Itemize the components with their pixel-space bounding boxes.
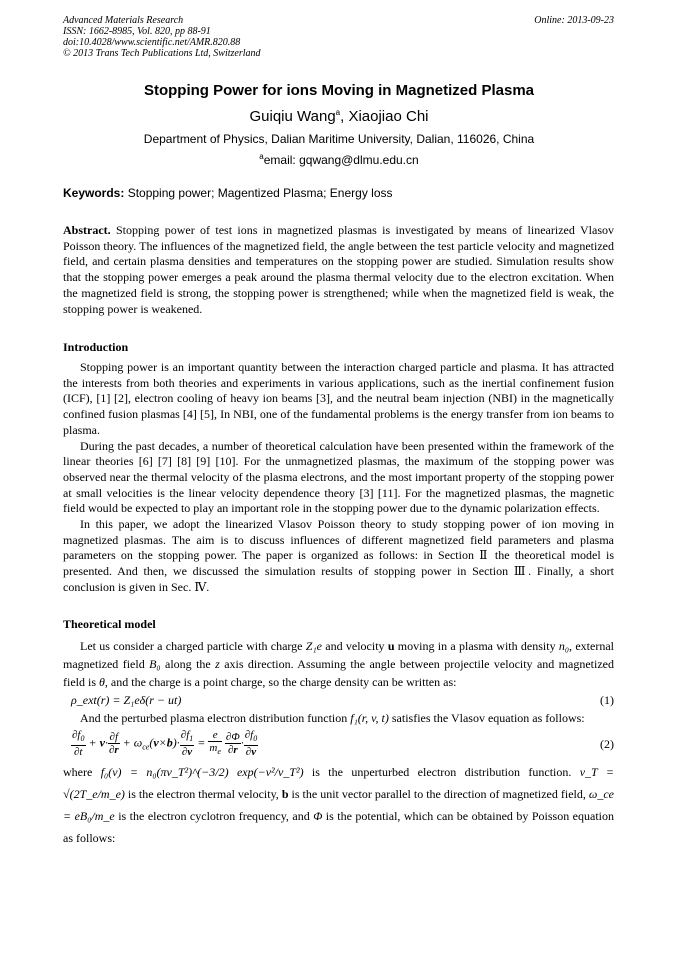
theory-paragraph-2: And the perturbed plasma electron distribution function f₁(r, v, t) satisfies the Vlasov equation as follows: <box>80 711 585 725</box>
equation-2-number: (2) <box>600 736 614 751</box>
intro-paragraph-2: During the past decades, a number of theoretical calculation have been presented within the framework of the linear theories [6] [7] [8] [9] [10]. For the unmagnetized plasmas, the maximum of the stopping power was observed near the thermal velocity of the plasma electrons, and the most important property of the stopping power at small velocities is the linear velocity dependence theory [3] [11]. For the magnetized plasmas, the magnetic field would be expected to play an important role in the stopping power due to the dynamic polarization effects. <box>63 438 614 516</box>
doi: doi:10.4028/www.scientific.net/AMR.820.88 <box>63 37 241 48</box>
title-block <box>0 80 678 169</box>
abstract <box>63 223 614 317</box>
author-first: Guiqiu Wang <box>249 108 336 125</box>
unperturbed-distribution: f₀(v) = n₀(πv_T²)^(−3/2) exp(−v²/v_T²) <box>100 764 304 779</box>
keywords-label: Keywords: <box>63 186 125 200</box>
email-line <box>0 148 678 169</box>
keywords <box>63 186 614 200</box>
cyclotron-frequency: ω_ce = eB₀/m_e <box>63 786 614 823</box>
angle-symbol: θ <box>99 675 105 689</box>
journal-header <box>63 15 261 59</box>
author-rest: , Xiaojiao Chi <box>340 108 429 125</box>
intro-paragraph-1: Stopping power is an important quantity between the interaction charged particle and plasma. It has attracted the interests from both theories and experiments in various applications, such as the inertial confinement fusion (ICF), [1] [2], electron cooling of heavy ion beams [3], and the neutral beam injection (NBI) in the magnetically confined fusion plasmas [4] [5], In NBI, one of the fundamental problems is the energy transfer from ion beams to plasma. <box>63 360 614 437</box>
axis-symbol: z <box>215 657 220 671</box>
theory-body <box>63 637 614 849</box>
thermal-velocity: v_T = √(2T_e/m_e) <box>63 764 614 801</box>
equation-2 <box>63 727 614 761</box>
keywords-text: Stopping power; Magentized Plasma; Energy loss <box>124 186 393 200</box>
equation-1-number: (1) <box>600 693 614 707</box>
equation-1-formula: ρ_ext(r) = Z₁eδ(r − ut) <box>71 693 182 707</box>
online-date: Online: 2013-09-23 <box>534 15 614 26</box>
journal-name: Advanced Materials Research <box>63 15 184 26</box>
intro-paragraph-3: In this paper, we adopt the linearized Vlasov Poisson theory to study stopping power of ion moving in magnetized plasmas. The aim is to discuss influences of different magnetized field parameters and plasma parameters on the stopping power. The paper is organized as follows: in Section Ⅱ the theoretical model is presented. And then, we discussed the simulation results of stopping power in Section Ⅲ. Finally, a short conclusion is given in Sec. Ⅳ. <box>63 517 614 594</box>
unit-vector: b <box>281 786 289 801</box>
field-symbol: B₀ <box>149 657 161 671</box>
introduction-heading: Introduction <box>63 340 129 354</box>
theory-paragraph-3: where f₀(v) = n₀(πv_T²)^(−3/2) exp(−v²/v_T²) is the unperturbed electron distribution function. v_T = √(2T_e/m_e) is the electron thermal velocity, b is the unit vector parallel to the direction of magnetized field, ω_ce = eB₀/m_e is the electron cyclotron frequency, and Φ is the potential, which can be obtained by Poisson equation as follows: <box>63 764 614 845</box>
copyright: © 2013 Trans Tech Publications Ltd, Switzerland <box>63 48 261 59</box>
charge-symbol: Z₁e <box>305 639 322 653</box>
authors <box>0 102 678 128</box>
theory-paragraph-1: Let us consider a charged particle with charge Z₁e and velocity u moving in a plasma with density n₀, external magnetized field B₀ along the z axis direction. Assuming the angle between projectile velocity and magnetized field is θ, and the charge is a point charge, so the charge density can be written as: <box>63 639 614 689</box>
theory-heading: Theoretical model <box>63 617 156 631</box>
equation-1 <box>63 691 614 711</box>
equation-2-formula: $\frac{\partial f_0}{\partial t}$ + v· $\frac{\partial f}{\partial r}$ + $\omega_{ce}(v\times b)\cdot$ $\frac{\partial f_1}{\partial v}$ = $\frac{e}{m_e}$ $\frac{\partial\Phi}{\partial r}$ · $\frac{\partial f_0}{\partial v}$ <box>72 728 258 758</box>
perturbed-distribution: f₁(r, v, t) <box>350 711 389 725</box>
density-symbol: n₀ <box>558 639 570 653</box>
abstract-label: Abstract. <box>63 223 111 237</box>
affiliation: Department of Physics, Dalian Maritime University, Dalian, 116026, China <box>143 132 535 146</box>
velocity-symbol: u <box>387 639 395 653</box>
email-text: email: gqwang@dlmu.edu.cn <box>263 153 419 167</box>
introduction-body <box>63 360 614 596</box>
email-sup: a <box>259 152 264 161</box>
author-sup: a <box>335 108 341 117</box>
issn: ISSN: 1662-8985, Vol. 820, pp 88-91 <box>63 26 211 37</box>
abstract-text: Stopping power of test ions in magnetized plasmas is investigated by means of linearized Vlasov Poisson theory. The influences of the magnetized field, the angle between the test particle velocity and magnetized field, and certain plasma densities and temperatures on the stopping power are studied. Simulation results show that the stopping power emerges a peak around the plasma thermal velocity due to the electron excitation. When the magnetized field is strong, the stopping power is strengthened; while when the magnetized field is weak, the stopping power is weakened. <box>63 223 614 316</box>
paper-title: Stopping Power for ions Moving in Magnetized Plasma <box>143 82 535 99</box>
potential-symbol: Φ <box>313 808 323 823</box>
